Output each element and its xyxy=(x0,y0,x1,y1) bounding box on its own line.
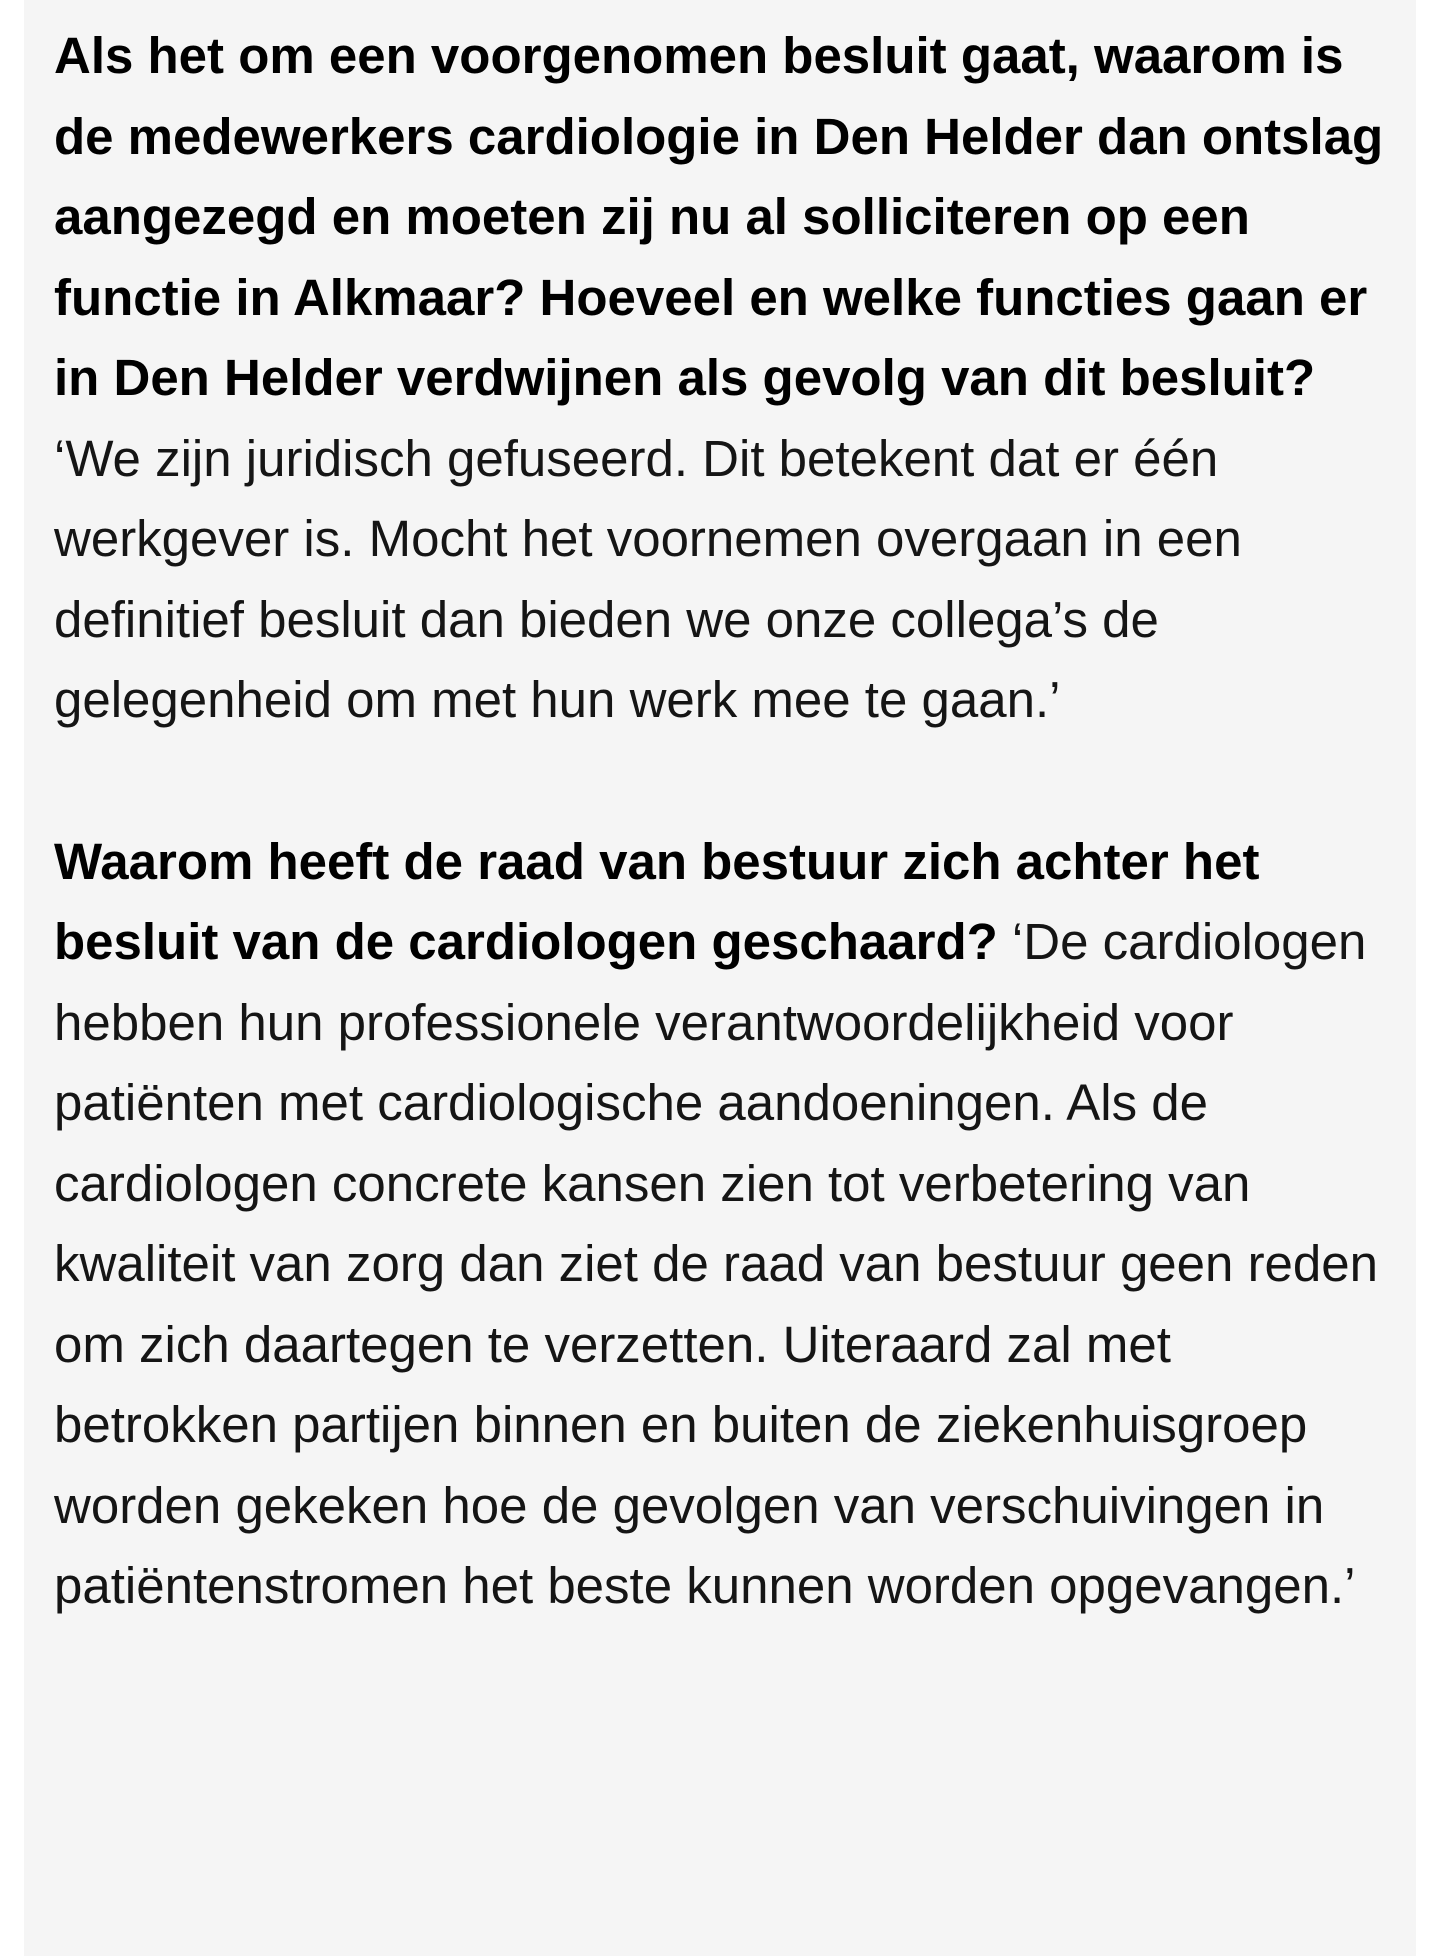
qa-paragraph xyxy=(54,822,1388,1627)
answer-text: ‘De cardiologen hebben hun professionele verantwoordelijkheid voor patiënten met cardiologische aandoeningen. Als de cardiologen concrete kansen zien tot verbetering van kwaliteit van zorg dan ziet de raad van bestuur geen reden om zich daartegen te verzetten. Uiteraard zal met betrokken partijen binnen en buiten de ziekenhuisgroep worden gekeken hoe de gevolgen van verschuivingen in patiëntenstromen het beste kunnen worden opgevangen.’ xyxy=(54,913,1379,1614)
question-text: Waarom heeft de raad van bestuur zich achter het besluit van de cardiologen geschaard? xyxy=(54,832,1260,970)
question-text: Als het om een voorgenomen besluit gaat, waarom is de medewerkers cardiologie in Den Helder dan ontslag aangezegd en moeten zij nu al solliciteren op een functie in Alkmaar? Hoeveel en welke functies gaan er in Den Helder verdwijnen als gevolg van dit besluit? xyxy=(54,27,1384,406)
answer-text: ‘We zijn juridisch gefuseerd. Dit betekent dat er één werkgever is. Mocht het voornemen overgaan in een definitief besluit dan bieden we onze collega’s de gelegenheid om met hun werk mee te gaan.’ xyxy=(54,429,1242,728)
article-body xyxy=(54,0,1388,1627)
article-card xyxy=(24,0,1416,1956)
qa-paragraph xyxy=(54,16,1388,741)
